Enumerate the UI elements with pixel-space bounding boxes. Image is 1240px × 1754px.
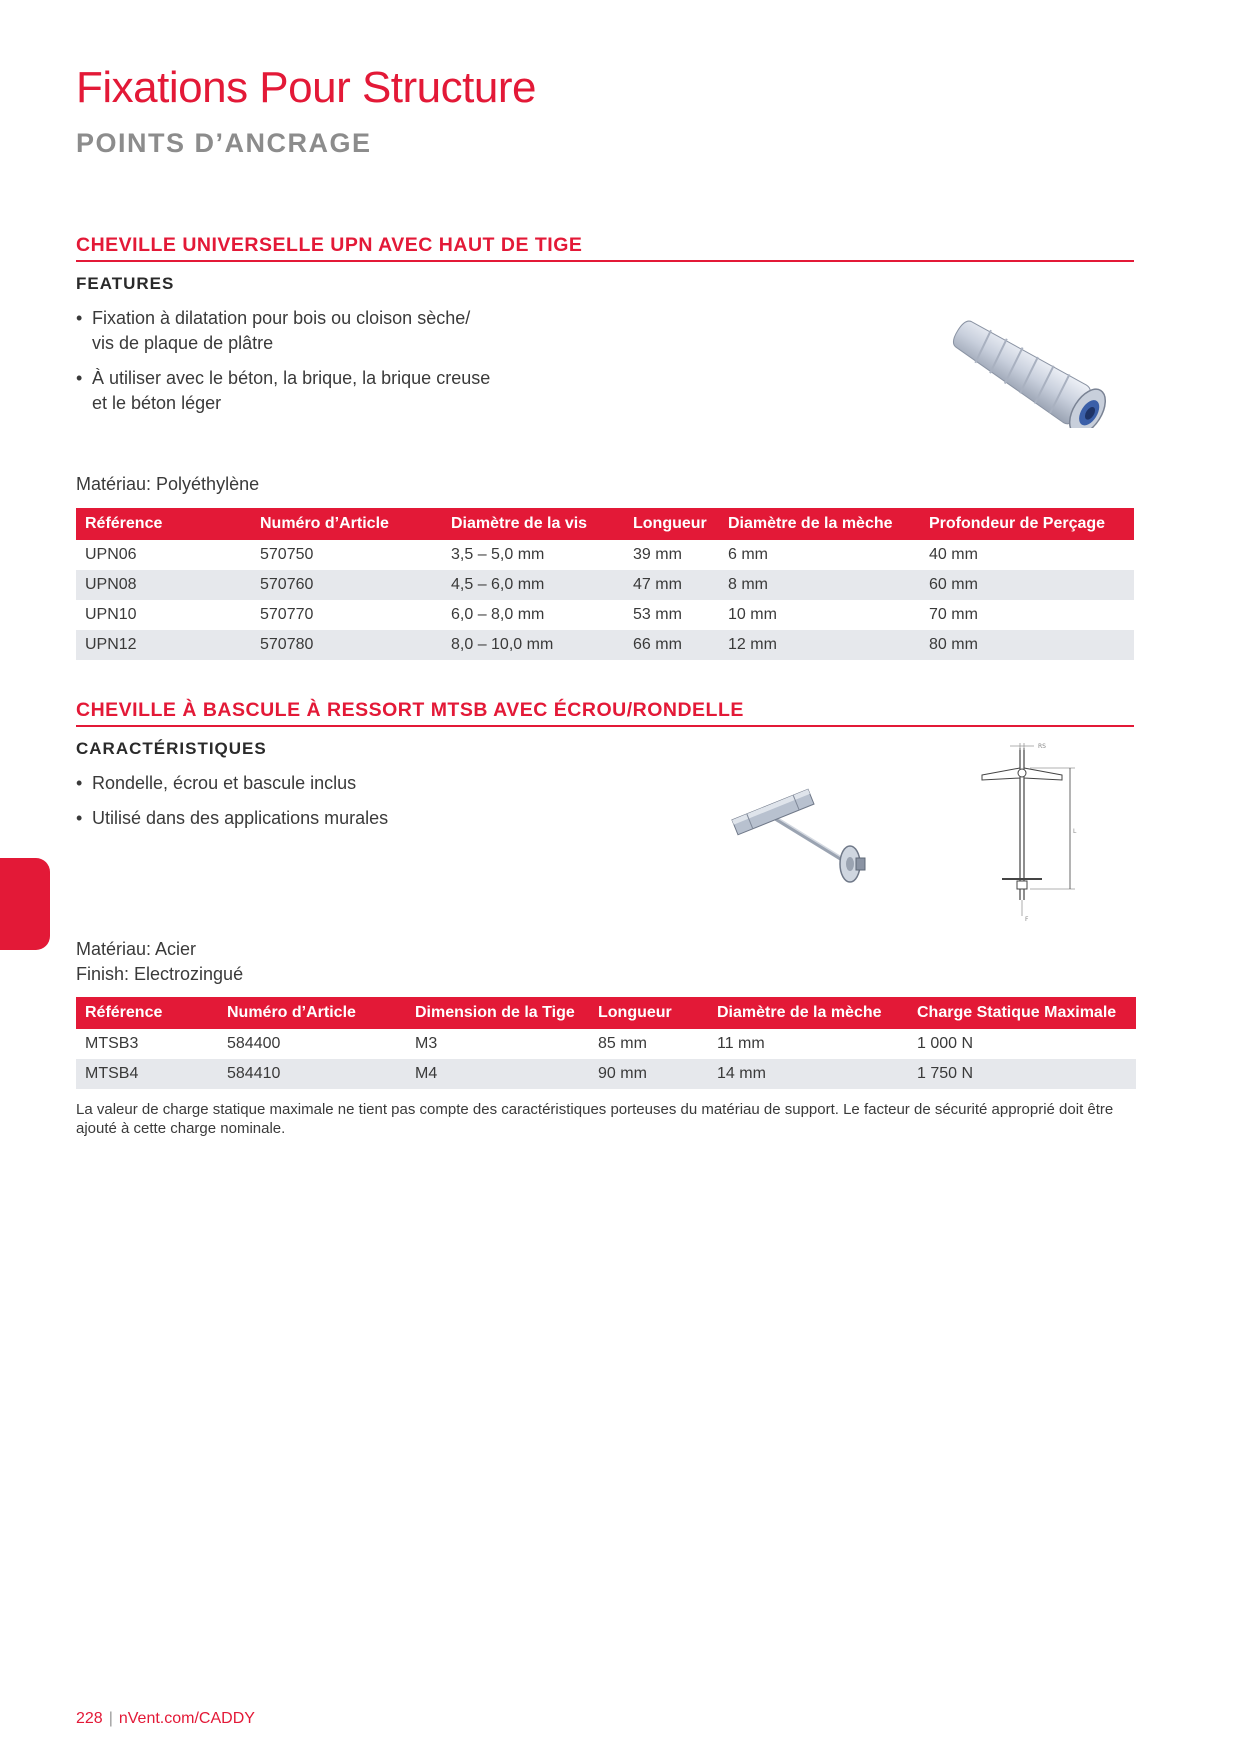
list-item: • Rondelle, écrou et bascule inclus: [76, 771, 636, 796]
section-divider: [76, 725, 1134, 727]
column-header: Référence: [76, 997, 218, 1029]
footer-separator: |: [108, 1710, 113, 1727]
table-cell: 10 mm: [728, 606, 777, 623]
table-cell: M4: [406, 1059, 589, 1089]
table-cell: 1 750 N: [908, 1059, 1136, 1089]
material-text: Matériau: Polyéthylène: [76, 474, 260, 494]
toggle-bolt-image: [728, 772, 878, 892]
page-footer: [76, 1710, 255, 1728]
table-cell: 570750: [260, 546, 314, 563]
table-cell: 8 mm: [719, 570, 920, 600]
table-cell: 570780: [251, 630, 442, 660]
table-cell: 12 mm: [719, 630, 920, 660]
column-header: Référence: [76, 508, 251, 540]
section-title-upn: CHEVILLE UNIVERSELLE UPN AVEC HAUT DE TIGE: [76, 234, 583, 256]
load-note: La valeur de charge statique maximale ne tient pas compte des caractéristiques porteuses du matériau de support. Le facteur de sécurité approprié doit être ajouté à cette charge nominale.: [76, 1101, 1114, 1137]
toggle-bolt-diagram: [960, 738, 1080, 928]
table-cell: 66 mm: [624, 630, 719, 660]
table-cell: UPN08: [76, 570, 251, 600]
table-cell: 40 mm: [929, 546, 978, 563]
column-header: Numéro d’Article: [251, 508, 442, 540]
upn-spec-table: [76, 508, 1134, 660]
table-cell: UPN12: [76, 630, 251, 660]
column-header: Diamètre de la vis: [442, 508, 624, 540]
table-cell: 584410: [218, 1059, 406, 1089]
page-title: Fixations Pour Structure: [76, 63, 536, 112]
features-heading: CARACTÉRISTIQUES: [76, 739, 267, 758]
table-cell: UPN10: [85, 606, 137, 623]
material-text: Matériau: Acier: [76, 939, 197, 959]
mtsb-spec-table: [76, 997, 1136, 1089]
table-cell: 1 000 N: [917, 1035, 974, 1052]
column-header: Charge Statique Maximale: [908, 997, 1136, 1029]
table-cell: 6,0 – 8,0 mm: [451, 606, 545, 623]
table-cell: 584400: [227, 1035, 281, 1052]
table-row: [76, 600, 1134, 630]
table-cell: M3: [415, 1035, 438, 1052]
table-cell: UPN06: [85, 546, 137, 563]
table-cell: 11 mm: [717, 1035, 765, 1052]
column-header: Diamètre de la mèche: [708, 997, 908, 1029]
table-cell: 3,5 – 5,0 mm: [451, 546, 545, 563]
column-header: Numéro d’Article: [218, 997, 406, 1029]
table-cell: MTSB4: [76, 1059, 218, 1089]
finish-text: Finish: Electrozingué: [76, 964, 244, 984]
table-cell: 80 mm: [920, 630, 1134, 660]
table-row: [76, 1059, 1136, 1089]
table-cell: 14 mm: [708, 1059, 908, 1089]
table-cell: 70 mm: [929, 606, 978, 623]
table-cell: 8,0 – 10,0 mm: [442, 630, 624, 660]
table-row: [76, 630, 1134, 660]
table-row: [76, 540, 1134, 570]
table-header-row: [76, 508, 1134, 540]
side-tab-marker: [0, 858, 50, 950]
page-number: 228: [76, 1710, 103, 1727]
section-divider: [76, 260, 1134, 262]
table-cell: 53 mm: [633, 606, 682, 623]
footer-link[interactable]: nVent.com/CADDY: [118, 1710, 255, 1727]
table-row: [76, 1029, 1136, 1059]
column-header: Longueur: [624, 508, 719, 540]
upn-anchor-image: [935, 318, 1135, 428]
section-title-mtsb: CHEVILLE À BASCULE À RESSORT MTSB AVEC ÉCROU/RONDELLE: [76, 699, 744, 721]
table-row: [76, 570, 1134, 600]
table-cell: 4,5 – 6,0 mm: [442, 570, 624, 600]
list-item: • Utilisé dans des applications murales: [76, 806, 636, 831]
features-list: [76, 771, 636, 841]
list-item: • Fixation à dilatation pour bois ou cloison sèche/ vis de plaque de plâtre: [76, 306, 496, 356]
table-cell: 570760: [251, 570, 442, 600]
list-item: • À utiliser avec le béton, la brique, la brique creuse et le béton léger: [76, 366, 496, 416]
features-list: [76, 306, 496, 426]
column-header: Diamètre de la mèche: [719, 508, 920, 540]
table-cell: 39 mm: [633, 546, 682, 563]
diagram-label-rs: RS: [1038, 743, 1046, 750]
table-cell: 60 mm: [920, 570, 1134, 600]
page-subtitle: POINTS D’ANCRAGE: [76, 128, 372, 158]
table-cell: 570770: [260, 606, 314, 623]
table-cell: 90 mm: [589, 1059, 708, 1089]
table-cell: 6 mm: [728, 546, 768, 563]
table-cell: 47 mm: [624, 570, 719, 600]
column-header: Longueur: [589, 997, 708, 1029]
table-header-row: [76, 997, 1136, 1029]
column-header: Dimension de la Tige: [406, 997, 589, 1029]
diagram-label-f: F: [1025, 916, 1029, 923]
features-heading: FEATURES: [76, 274, 175, 293]
diagram-label-l: L: [1073, 828, 1077, 835]
column-header: Profondeur de Perçage: [920, 508, 1134, 540]
table-cell: 85 mm: [598, 1035, 647, 1052]
table-cell: MTSB3: [85, 1035, 139, 1052]
